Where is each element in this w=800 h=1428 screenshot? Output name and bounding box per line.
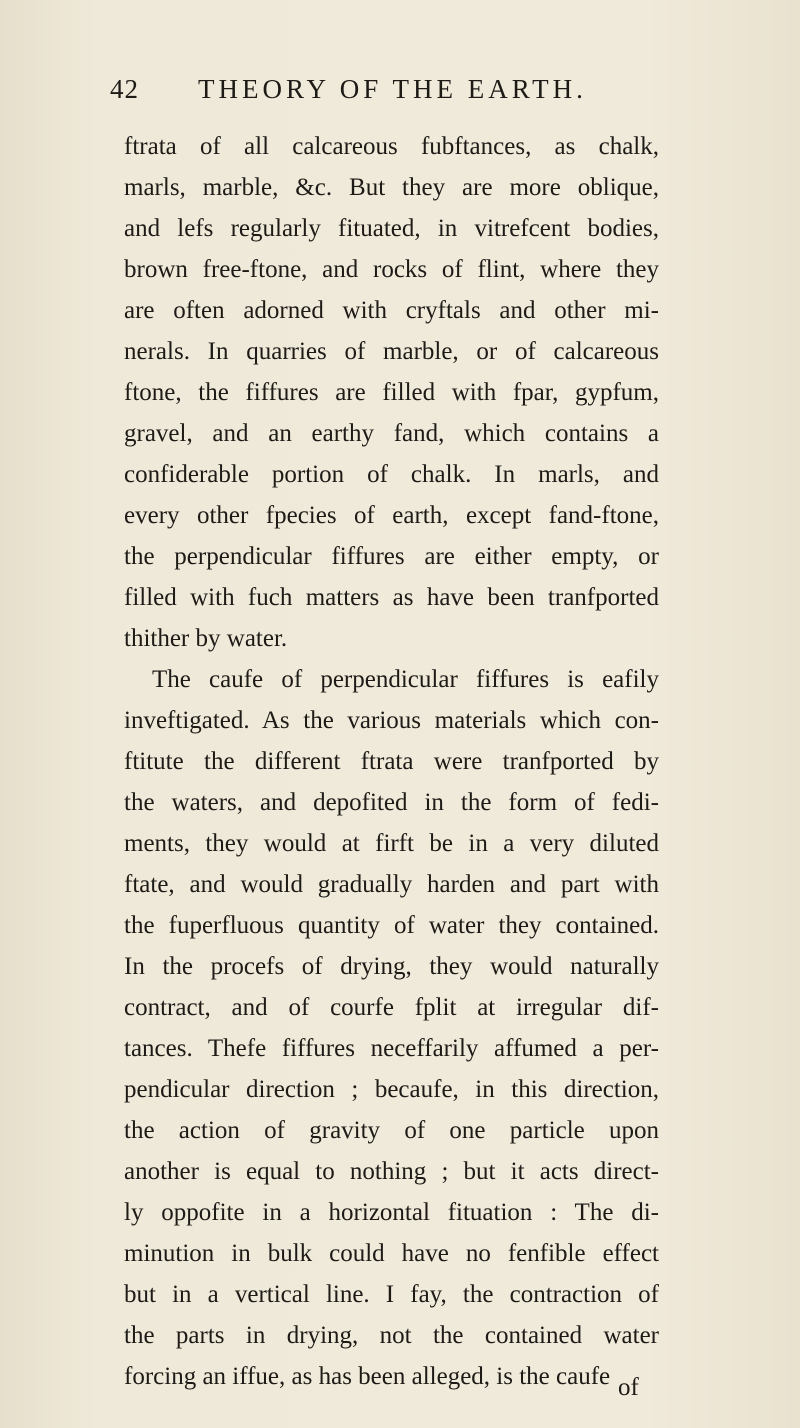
text-line: ftitute the different ftrata were tranfported by xyxy=(124,748,659,775)
text-line: The caufe of perpendicular fiffures is eafily xyxy=(152,666,659,693)
text-line: but in a vertical line. I fay, the contraction of xyxy=(124,1281,659,1308)
text-line: ly oppofite in a horizontal fituation : The di- xyxy=(124,1199,659,1226)
body-text xyxy=(124,126,659,1397)
text-line: every other fpecies of earth, except fand-ftone, xyxy=(124,502,659,529)
text-line: brown free-ftone, and rocks of flint, where they xyxy=(124,256,659,283)
text-line: forcing an iffue, as has been alleged, is the caufe xyxy=(124,1363,611,1390)
text-line: the waters, and depofited in the form of fedi- xyxy=(124,789,659,816)
text-line: and lefs regularly fituated, in vitrefcent bodies, xyxy=(124,215,659,242)
text-line: tances. Thefe fiffures neceffarily affumed a per- xyxy=(124,1035,659,1062)
text-line: ftate, and would gradually harden and part with xyxy=(124,871,659,898)
text-line: the parts in drying, not the contained water xyxy=(124,1322,659,1349)
running-head: THEORY OF THE EARTH. xyxy=(198,74,587,104)
text-line: the perpendicular fiffures are either empty, or xyxy=(124,543,659,570)
catchword: of xyxy=(618,1374,639,1401)
text-line: pendicular direction ; becaufe, in this direction, xyxy=(124,1076,659,1103)
text-line: thither by water. xyxy=(124,625,288,652)
text-line: nerals. In quarries of marble, or of calcareous xyxy=(124,338,659,365)
text-line: confiderable portion of chalk. In marls, and xyxy=(124,461,659,488)
text-line: ftrata of all calcareous fubftances, as chalk, xyxy=(124,133,659,160)
text-line: are often adorned with cryftals and other mi- xyxy=(124,297,659,324)
text-line: the fuperfluous quantity of water they contained. xyxy=(124,912,659,939)
page-number: 42 xyxy=(110,74,139,104)
text-line: filled with fuch matters as have been tranfported xyxy=(124,584,659,611)
text-line: marls, marble, &c. But they are more oblique, xyxy=(124,174,659,201)
text-line: gravel, and an earthy fand, which contains a xyxy=(124,420,659,447)
text-line: contract, and of courfe fplit at irregular dif- xyxy=(124,994,659,1021)
text-line: another is equal to nothing ; but it acts direct- xyxy=(124,1158,659,1185)
text-line: the action of gravity of one particle upon xyxy=(124,1117,659,1144)
text-line: In the procefs of drying, they would naturally xyxy=(124,953,659,980)
text-line: ments, they would at firft be in a very diluted xyxy=(124,830,659,857)
text-line: inveftigated. As the various materials which con- xyxy=(124,707,659,734)
text-line: ftone, the fiffures are filled with fpar, gypfum, xyxy=(124,379,659,406)
page-header xyxy=(110,74,690,118)
text-line: minution in bulk could have no fenfible effect xyxy=(124,1240,659,1267)
